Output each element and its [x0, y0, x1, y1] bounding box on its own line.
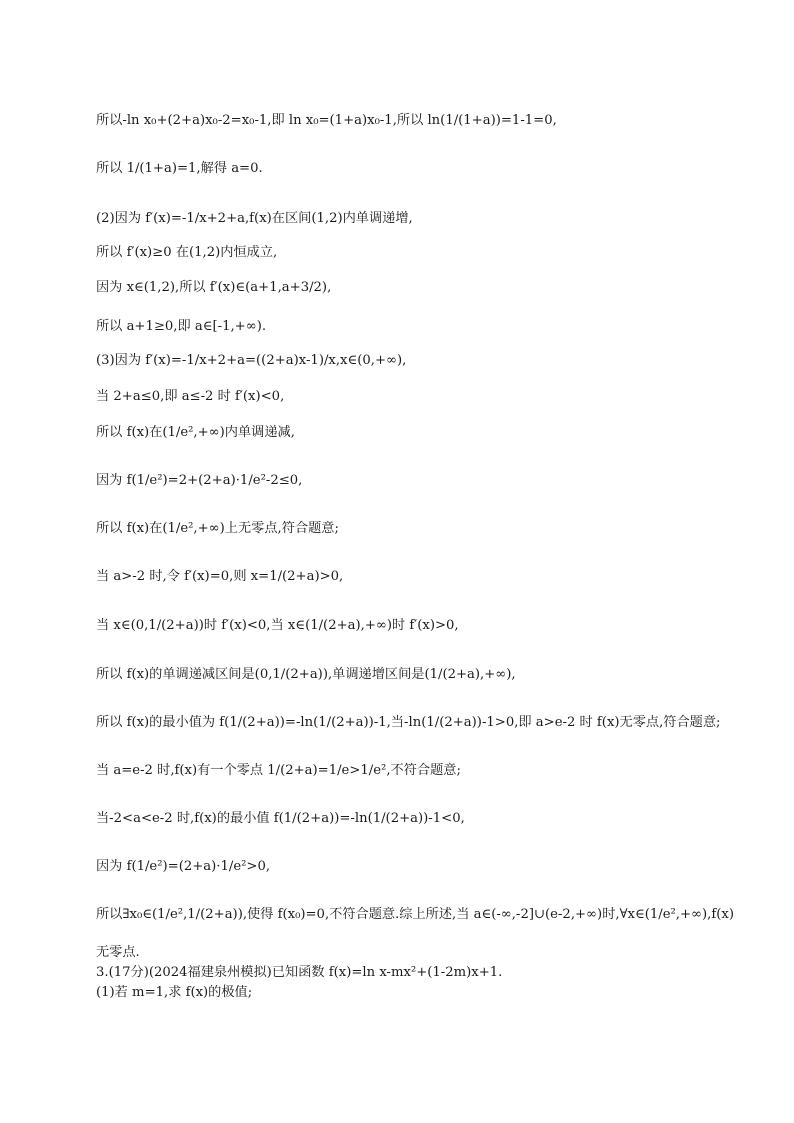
text-line: 当 a>-2 时,令 f′(x)=0,则 x=1/(2+a)>0,	[96, 569, 344, 584]
text-line: 所以 f(x)在(1/e²,+∞)内单调递减,	[96, 425, 295, 440]
text-line: (2)因为 f′(x)=-1/x+2+a,f(x)在区间(1,2)内单调递增,	[96, 211, 413, 226]
text-line: 当 2+a≤0,即 a≤-2 时 f′(x)<0,	[96, 389, 285, 404]
text-line: 因为 f(1/e²)=(2+a)·1/e²>0,	[96, 859, 271, 874]
text-line: 当-2<a<e-2 时,f(x)的最小值 f(1/(2+a))=-ln(1/(2+a))-1<0,	[96, 811, 465, 826]
text-line: (3)因为 f′(x)=-1/x+2+a=((2+a)x-1)/x,x∈(0,+∞),	[96, 353, 407, 368]
text-line: 所以-ln x₀+(2+a)x₀-2=x₀-1,即 ln x₀=(1+a)x₀-1,所以 ln(1/(1+a))=1-1=0,	[96, 113, 557, 128]
text-line: 所以 f(x)的最小值为 f(1/(2+a))=-ln(1/(2+a))-1,当-ln(1/(2+a))-1>0,即 a>e-2 时 f(x)无零点,符合题意;	[96, 715, 721, 730]
question-header: 3.(17分)(2024福建泉州模拟)已知函数 f(x)=ln x-mx²+(1-2m)x+1.	[96, 965, 503, 980]
text-line: 因为 f(1/e²)=2+(2+a)·1/e²-2≤0,	[96, 473, 303, 488]
text-line: 所以 f′(x)≥0 在(1,2)内恒成立,	[96, 245, 278, 260]
text-line: 所以 f(x)的单调递减区间是(0,1/(2+a)),单调递增区间是(1/(2+a),+∞),	[96, 667, 516, 682]
text-line: 当 a=e-2 时,f(x)有一个零点 1/(2+a)=1/e>1/e²,不符合题意;	[96, 763, 461, 778]
text-line: 所以∃x₀∈(1/e²,1/(2+a)),使得 f(x₀)=0,不符合题意.综上所述,当 a∈(-∞,-2]∪(e-2,+∞)时,∀x∈(1/e²,+∞),f(x)	[96, 907, 734, 922]
text-line: (1)若 m=1,求 f(x)的极值;	[96, 985, 253, 1000]
text-line: 当 x∈(0,1/(2+a))时 f′(x)<0,当 x∈(1/(2+a),+∞)时 f′(x)>0,	[96, 618, 459, 633]
text-line: 因为 x∈(1,2),所以 f′(x)∈(a+1,a+3/2),	[96, 280, 332, 295]
text-line: 所以 a+1≥0,即 a∈[-1,+∞).	[96, 319, 267, 334]
text-line: 所以 f(x)在(1/e²,+∞)上无零点,符合题意;	[96, 521, 339, 536]
text-line: 无零点.	[96, 945, 140, 960]
text-line: 所以 1/(1+a)=1,解得 a=0.	[96, 161, 263, 176]
